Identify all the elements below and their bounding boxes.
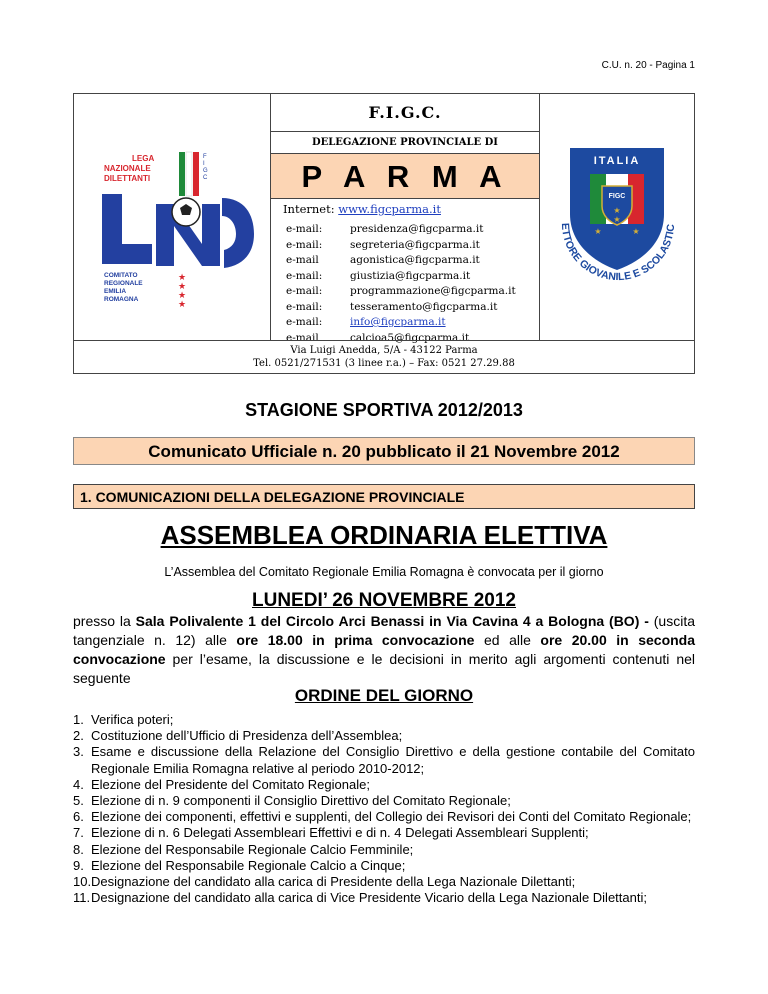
sgs-logo: [540, 94, 694, 340]
lnd-logo-line-2: NAZIONALE: [104, 164, 151, 173]
agenda-text: Costituzione dell’Ufficio di Presidenza dell’Assemblea;: [91, 728, 403, 744]
svg-text:I: I: [203, 161, 205, 167]
email-row: [286, 300, 516, 316]
para-text: presso la: [73, 613, 136, 629]
internet-label: Internet:: [283, 202, 335, 216]
para-venue: Sala Polivalente 1 del Circolo Arci Benassi in Via Cavina 4 a Bologna (BO) -: [135, 613, 649, 629]
season-heading: STAGIONE SPORTIVA 2012/2013: [245, 400, 523, 420]
agenda-item: [73, 890, 695, 906]
agenda-number: 3.: [73, 744, 84, 760]
svg-text:G: G: [203, 168, 208, 174]
agenda-text: Elezione di n. 6 Delegati Assembleari Effettivi e di n. 4 Delegati Assembleari Supplenti;: [91, 825, 589, 841]
agenda-list: [73, 712, 695, 906]
agenda-text: Elezione dei componenti, effettivi e supplenti, del Collegio dei Revisori dei Conti del Comitato Regionale;: [91, 809, 692, 825]
lnd-monogram: [102, 194, 254, 268]
agenda-number: 11.: [73, 890, 91, 906]
email-row: [286, 238, 516, 254]
sgs-badge-text: FIGC: [608, 193, 626, 200]
email-list: [286, 222, 516, 346]
assemblea-title: ASSEMBLEA ORDINARIA ELETTIVA: [160, 520, 608, 550]
agenda-item: [73, 728, 695, 744]
agenda-item: [73, 874, 695, 890]
lnd-logo-cell: [74, 94, 271, 340]
email-label: e-mail:: [286, 300, 323, 313]
figc-title: F.I.G.C.: [271, 94, 539, 132]
agenda-text: Elezione del Responsabile Regionale Calcio a Cinque;: [91, 857, 406, 873]
email-row: [286, 315, 516, 331]
agenda-number: 9.: [73, 857, 84, 873]
svg-text:★: ★: [178, 291, 187, 301]
agenda-text: Elezione di n. 9 componenti il Consiglio Direttivo del Comitato Regionale;: [91, 793, 511, 809]
email-address: agonistica@figcparma.it: [350, 254, 480, 266]
email-link-info[interactable]: info@figcparma.it: [350, 316, 446, 328]
lnd-sub-line-1: COMITATO: [104, 272, 138, 279]
section-heading: 1. COMUNICAZIONI DELLA DELEGAZIONE PROVINCIALE: [73, 484, 695, 509]
lnd-sub-line-2: REGIONALE: [104, 280, 143, 287]
agenda-text: Verifica poteri;: [91, 712, 174, 727]
email-label: e-mail:: [286, 223, 323, 235]
email-address: giustizia@figcparma.it: [350, 269, 471, 282]
city-title: P A R M A: [271, 154, 539, 199]
lnd-logo-line-3: DILETTANTI: [104, 174, 151, 183]
agenda-number: 1.: [73, 712, 84, 727]
agenda-text: Designazione del candidato alla carica di Presidente della Lega Nazionale Dilettanti;: [91, 874, 576, 890]
email-address: presidenza@figcparma.it: [350, 223, 484, 235]
sgs-arc-text: ETTORE GIOVANILE E SCOLASTIC: [558, 222, 678, 284]
para-text: per l’esame, la discussione e le decisioni in merito agli argomenti contenuti nel seguente: [73, 651, 695, 686]
sgs-italia-text: ITALIA: [593, 155, 641, 167]
email-address: calcioa5@figcparma.it: [350, 331, 470, 344]
email-label: e-mail: [286, 254, 319, 266]
lnd-sub-line-3: EMILIA: [104, 288, 127, 295]
svg-text:★: ★: [632, 227, 640, 236]
agenda-title: ORDINE DEL GIORNO: [294, 686, 474, 705]
agenda-item: [73, 712, 695, 728]
venue-paragraph: [73, 612, 695, 688]
agenda-number: 7.: [73, 825, 84, 841]
website-link[interactable]: www.figcparma.it: [338, 202, 441, 216]
agenda-number: 6.: [73, 809, 84, 825]
agenda-number: 5.: [73, 793, 84, 809]
agenda-text: Elezione del Responsabile Regionale Calcio Femminile;: [91, 841, 414, 857]
email-address: tesseramento@figcparma.it: [350, 300, 498, 313]
internet-line: [283, 202, 441, 216]
para-first-call: ore 18.00 in prima convocazione: [236, 632, 475, 648]
agenda-item: [73, 825, 695, 841]
address-block: [74, 340, 694, 373]
svg-text:★: ★: [613, 206, 621, 215]
para-text: (uscita tangenziale n. 12) alle: [73, 613, 695, 648]
lnd-logo: [74, 94, 270, 340]
date-heading: LUNEDI’ 26 NOVEMBRE 2012: [252, 590, 516, 611]
agenda-number: 2.: [73, 728, 84, 744]
comunicato-heading: Comunicato Ufficiale n. 20 pubblicato il 21 Novembre 2012: [73, 437, 695, 465]
svg-text:★: ★: [178, 273, 187, 283]
address-line: Via Luigi Anedda, 5/A - 43122 Parma: [290, 345, 478, 356]
phone-line: Tel. 0521/271531 (3 linee r.a.) – Fax: 0521 27.29.88: [253, 358, 515, 369]
header-center: [271, 94, 539, 344]
email-label: e-mail:: [286, 238, 323, 251]
agenda-text: Designazione del candidato alla carica di Vice Presidente Vicario della Lega Nazionale Dilettanti;: [91, 890, 647, 906]
email-row: [286, 222, 516, 238]
agenda-item: [73, 793, 695, 809]
para-second-call: ore 20.00 in seconda convocazione: [73, 632, 696, 667]
para-text: ed alle: [474, 632, 541, 648]
agenda-item: [73, 809, 695, 825]
lnd-tricolor-stripes: [179, 152, 199, 196]
svg-text:★: ★: [613, 215, 621, 224]
agenda-number: 4.: [73, 776, 84, 792]
email-label: e-mail:: [286, 285, 323, 297]
agenda-item: [73, 842, 695, 858]
email-label: e-mail:: [286, 269, 323, 282]
sgs-logo-cell: [539, 94, 694, 340]
email-address: programmazione@figcparma.it: [350, 285, 516, 297]
lnd-sub-line-4: ROMAGNA: [104, 296, 139, 303]
svg-text:C: C: [203, 175, 208, 181]
email-label: e-mail: [286, 331, 319, 344]
agenda-number: 8.: [73, 841, 84, 857]
agenda-number: 10.: [73, 874, 92, 890]
email-row: [286, 269, 516, 285]
svg-text:★: ★: [178, 300, 187, 310]
lnd-logo-line-1: LEGA: [132, 154, 155, 163]
letterhead: [73, 93, 695, 374]
agenda-item: [73, 777, 695, 793]
email-label: e-mail:: [286, 316, 323, 328]
page-number: C.U. n. 20 - Pagina 1: [601, 60, 695, 71]
agenda-text: Elezione del Presidente del Comitato Regionale;: [91, 776, 370, 792]
delegation-title: DELEGAZIONE PROVINCIALE DI: [271, 132, 539, 154]
email-row: [286, 284, 516, 300]
svg-text:★: ★: [594, 227, 602, 236]
svg-text:★: ★: [178, 282, 187, 292]
agenda-text: Esame e discussione della Relazione del Consiglio Direttivo e della gestione contabile del Comitato Regionale Emilia Romagna relative al periodo 2010-2012;: [91, 744, 695, 776]
agenda-item: [73, 858, 695, 874]
email-address: segreteria@figcparma.it: [350, 238, 480, 251]
convocation-text: L’Assemblea del Comitato Regionale Emilia Romagna è convocata per il giorno: [164, 565, 604, 579]
agenda-item: [73, 744, 695, 776]
email-row: [286, 253, 516, 269]
star-icons: [178, 273, 186, 310]
lnd-side-text: F: [203, 154, 207, 160]
